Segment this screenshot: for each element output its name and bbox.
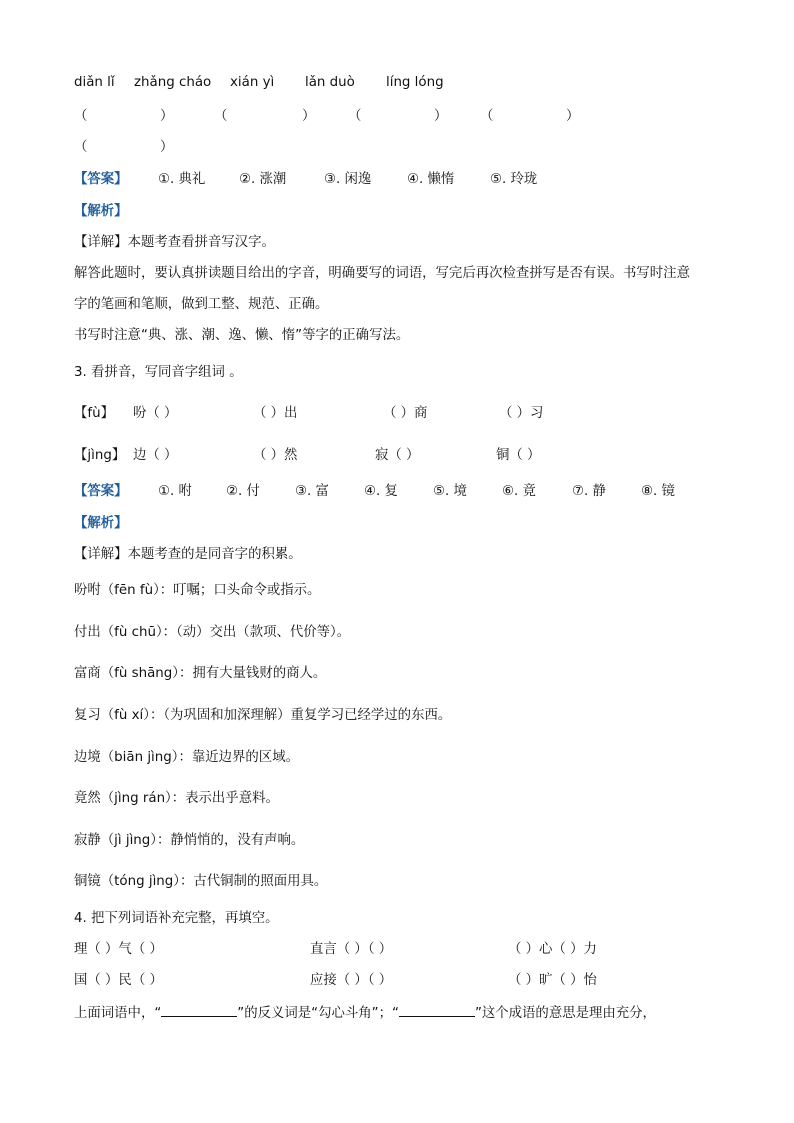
answer-3: ③. 闲逸 xyxy=(324,172,372,187)
q3-row2-item-4: 铜（ ） xyxy=(496,448,541,463)
fill-blank-1[interactable] xyxy=(161,1003,237,1017)
q4-row1-item-2: 直言（ ）（ ） xyxy=(310,942,393,957)
pinyin-1: diǎn lǐ xyxy=(74,75,115,90)
pinyin-3: xián yì xyxy=(230,75,275,90)
paren-open-1: （ xyxy=(74,109,88,124)
q3-row1-item-1: 吩（ ） xyxy=(133,406,178,421)
paren-close-5: ） xyxy=(160,140,174,155)
q3-answer-8: ⑧. 镜 xyxy=(641,484,675,499)
analysis-label: 【解析】 xyxy=(74,204,128,219)
q3-detail-text: 本题考查的是同音字的积累。 xyxy=(127,547,302,562)
q3-answer-5: ⑤. 境 xyxy=(433,484,467,499)
q4-row2-item-1: 国（ ）民（ ） xyxy=(74,973,163,988)
q4-row1-item-1: 理（ ）气（ ） xyxy=(74,942,163,957)
q4-fill-sentence xyxy=(74,1003,656,1023)
q3-answer-2: ②. 付 xyxy=(226,484,260,499)
q3-row1-item-4: （ ）习 xyxy=(499,406,544,421)
paren-open-2: （ xyxy=(214,109,228,124)
definition-item: 边境（biān jìng）：靠近边界的区域。 xyxy=(74,750,299,765)
definition-item: 富商（fù shāng）：拥有大量钱财的商人。 xyxy=(74,666,327,681)
q2-detail xyxy=(74,234,275,252)
paren-close-1: ） xyxy=(160,109,174,124)
answer-5: ⑤. 玲珑 xyxy=(490,172,538,187)
q4-row1-item-3: （ ）心（ ）力 xyxy=(508,942,597,957)
q3-row1-item-3: （ ）商 xyxy=(383,406,428,421)
fill-text-a: 上面词语中，“ xyxy=(74,1006,162,1021)
q3-row1-label: 【fù】 xyxy=(74,406,114,421)
pinyin-4: lǎn duò xyxy=(305,75,355,90)
paren-close-4: ） xyxy=(566,109,580,124)
q2-explanation-line-1: 解答此题时，要认真拼读题目给出的字音，明确要写的词语，写完后再次检查拼写是否有误。书写时注意 xyxy=(74,266,690,281)
pinyin-2: zhǎng cháo xyxy=(134,75,212,90)
q4-row2-item-3: （ ）旷（ ）怡 xyxy=(508,973,597,988)
paren-open-5: （ xyxy=(74,140,88,155)
answer-2: ②. 涨潮 xyxy=(239,172,287,187)
q4-row2-item-2: 应接（ ）（ ） xyxy=(310,973,393,988)
q3-answer-label: 【答案】 xyxy=(74,484,128,499)
q3-detail xyxy=(74,546,302,564)
fill-text-b: ”的反义词是“勾心斗角”；“ xyxy=(237,1006,399,1021)
q3-row2-item-3: 寂（ ） xyxy=(375,448,420,463)
q3-row2-item-1: 边（ ） xyxy=(133,448,178,463)
q3-row2-item-2: （ ）然 xyxy=(253,448,298,463)
q3-title: 3. 看拼音，写同音字组词 。 xyxy=(74,365,243,380)
definition-item: 铜镜（tóng jìng）：古代铜制的照面用具。 xyxy=(74,874,328,889)
answer-1: ①. 典礼 xyxy=(158,172,206,187)
fill-text-c: ”这个成语的意思是理由充分， xyxy=(474,1006,656,1021)
pinyin-5: líng lóng xyxy=(386,75,444,90)
definition-item: 寂静（jì jìng）：静悄悄的，没有声响。 xyxy=(74,833,305,848)
definition-item: 复习（fù xí）：（为巩固和加深理解）重复学习已经学过的东西。 xyxy=(74,708,452,723)
detail-label: 【详解】 xyxy=(74,235,128,250)
q3-analysis-label: 【解析】 xyxy=(74,516,128,531)
q4-title: 4. 把下列词语补充完整，再填空。 xyxy=(74,911,279,926)
q2-explanation-line-3: 书写时注意“典、涨、潮、逸、懒、惰”等字的正确写法。 xyxy=(74,328,410,343)
answer-4: ④. 懒惰 xyxy=(407,172,455,187)
q3-answer-7: ⑦. 静 xyxy=(572,484,606,499)
paren-open-4: （ xyxy=(480,109,494,124)
detail-text: 本题考查看拼音写汉字。 xyxy=(127,235,275,250)
answer-label: 【答案】 xyxy=(74,172,128,187)
definition-item: 竟然（jìng rán）：表示出乎意料。 xyxy=(74,791,279,806)
fill-blank-2[interactable] xyxy=(399,1003,475,1017)
q3-row2-label: 【jìng】 xyxy=(74,448,126,463)
paren-close-2: ） xyxy=(302,109,316,124)
q3-row1-item-2: （ ）出 xyxy=(253,406,298,421)
paren-close-3: ） xyxy=(434,109,448,124)
q2-explanation-line-2: 字的笔画和笔顺，做到工整、规范、正确。 xyxy=(74,297,329,312)
q3-answer-1: ①. 咐 xyxy=(158,484,192,499)
q3-answer-3: ③. 富 xyxy=(295,484,329,499)
paren-open-3: （ xyxy=(348,109,362,124)
definition-item: 付出（fù chū）：（动）交出（款项、代价等）。 xyxy=(74,625,351,640)
q3-answer-4: ④. 复 xyxy=(364,484,398,499)
definition-item: 吩咐（fēn fù）：叮嘱；口头命令或指示。 xyxy=(74,583,321,598)
q3-answer-6: ⑥. 竟 xyxy=(502,484,536,499)
q3-detail-label: 【详解】 xyxy=(74,547,128,562)
